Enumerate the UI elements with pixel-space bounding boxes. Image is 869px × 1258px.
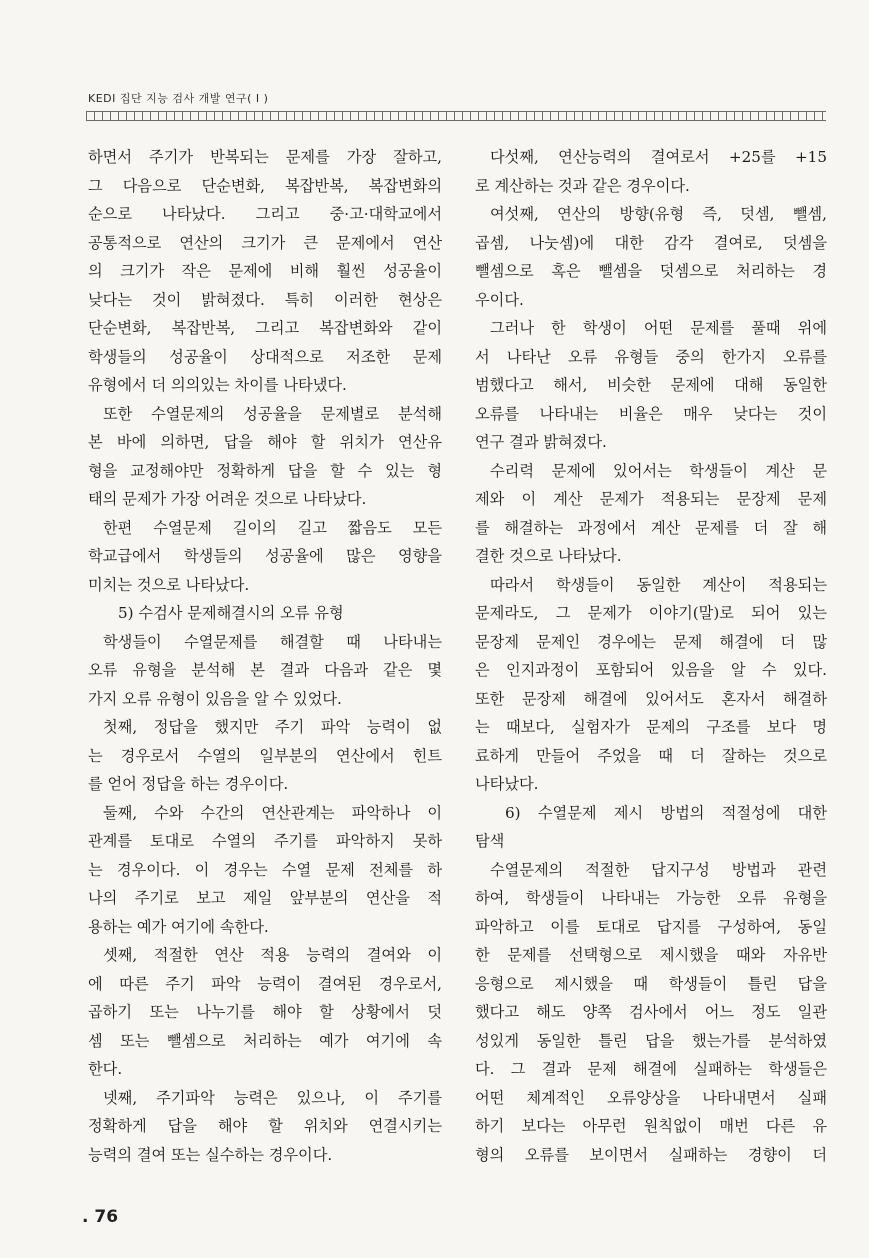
text-line: 단순변화, 복잡반복, 그리고 복잡변화와 같이	[88, 319, 442, 337]
text-line: 하면서 주기가 반복되는 문제를 가장 잘하고,	[88, 148, 442, 166]
text-line: 문제라도, 그 문제가 이야기(말)로 되어 있는	[475, 604, 827, 622]
text-line: 정확하게 답을 해야 할 위치와 연결시키는	[88, 1117, 442, 1135]
text-line: 다섯째, 연산능력의 결여로서 +25를 +15	[490, 148, 827, 166]
text-line: 5) 수검사 문제해결시의 오류 유형	[118, 604, 344, 622]
text-line: 낮다는 것이 밝혀졌다. 특히 이러한 현상은	[88, 290, 442, 309]
text-line: 용하는 예가 여기에 속한다.	[88, 917, 269, 936]
text-line: 형의 오류를 보이면서 실패하는 경향이 더	[475, 1145, 827, 1164]
text-line: 성있게 동일한 틀린 답을 했는가를 분석하였	[475, 1031, 827, 1050]
text-line: 우이다.	[475, 290, 524, 309]
text-line: 의 크기가 작은 문제에 비해 훨씬 성공율이	[88, 262, 442, 280]
text-line: 여섯째, 연산의 방향(유형 즉, 덧셈, 뺄셈,	[490, 205, 827, 223]
page-dot: .	[82, 1207, 95, 1227]
text-line: 수리력 문제에 있어서는 학생들이 계산 문	[490, 461, 827, 480]
text-line: 응형으로 제시했을 때 학생들이 틀린 답을	[475, 974, 827, 993]
text-line: 범했다고 해서, 비슷한 문제에 대해 동일한	[475, 376, 827, 394]
text-line: 셈 또는 뺄셈으로 처리하는 예가 여기에 속	[88, 1031, 442, 1050]
text-line: 에 따른 주기 파악 능력이 결여된 경우로서,	[88, 974, 442, 993]
text-line: 형을 교정해야만 정확하게 답을 할 수 있는 형	[88, 461, 442, 480]
text-line: 나타났다.	[475, 775, 539, 793]
text-line: 하여, 학생들이 나타내는 가능한 오류 유형을	[475, 889, 827, 907]
text-line: 는 경우이다. 이 경우는 수열 문제 전체를 하	[88, 860, 442, 879]
text-line: 관계를 토대로 수열의 주기를 파악하지 못하	[88, 832, 442, 850]
text-line: 곱셈, 나눗셈)에 대한 감각 결여로, 덧셈을	[475, 233, 827, 252]
text-line: 첫째, 정답을 했지만 주기 파악 능력이 없	[103, 718, 442, 736]
text-line: 순으로 나타났다. 그리고 중·고·대학교에서	[88, 205, 442, 223]
text-line: 어떤 체계적인 오류양상을 나타내면서 실패	[475, 1088, 827, 1107]
page-number: . 76	[82, 1207, 119, 1227]
text-line: 료하게 만들어 주었을 때 더 잘하는 것으로	[475, 746, 827, 765]
text-line: 따라서 학생들이 동일한 계산이 적용되는	[490, 575, 827, 594]
text-line: 학생들의 성공율이 상대적으로 저조한 문제	[88, 347, 442, 366]
text-line: 그러나 한 학생이 어떤 문제를 풀때 위에	[490, 319, 827, 337]
running-header: KEDI 집단 지능 검사 개발 연구( I )	[88, 92, 269, 105]
text-line: 6) 수열문제 제시 방법의 적절성에 대한	[505, 803, 827, 822]
left-text-column	[88, 143, 442, 1169]
text-line: 수열문제의 적절한 답지구성 방법과 관련	[490, 860, 827, 879]
right-text-column	[475, 143, 827, 1169]
text-line: 결한 것으로 나타났다.	[475, 547, 622, 565]
text-line: 하기 보다는 아무런 원칙없이 매번 다른 유	[475, 1117, 827, 1135]
text-line: 뺄셈으로 혹은 뺄셈을 덧셈으로 처리하는 경	[475, 262, 827, 280]
text-line: 곱하기 또는 나누기를 해야 할 상황에서 덧	[88, 1003, 442, 1021]
text-line: 또한 수열문제의 성공율을 문제별로 분석해	[103, 404, 442, 423]
text-line: 연구 결과 밝혀졌다.	[475, 433, 607, 451]
text-line: 를 얻어 정답을 하는 경우이다.	[88, 775, 289, 793]
text-line: 했다고 해도 양쪽 검사에서 어느 정도 일관	[475, 1003, 827, 1021]
text-line: 오류를 나타내는 비율은 매우 낮다는 것이	[475, 404, 827, 423]
text-line: 둘째, 수와 수간의 연산관계는 파악하나 이	[103, 803, 442, 822]
text-line: 는 경우로서 수열의 일부분의 연산에서 힌트	[88, 746, 442, 765]
text-line: 파악하고 이를 토대로 답지를 구성하여, 동일	[475, 917, 827, 936]
text-line: 그 다음으로 단순변화, 복잡반복, 복잡변화의	[88, 176, 442, 195]
text-line: 미치는 것으로 나타났다.	[88, 575, 250, 594]
text-line: 은 인지과정이 포함되어 있음을 알 수 있다.	[475, 661, 827, 679]
text-line: 로 계산하는 것과 같은 경우이다.	[475, 176, 690, 195]
text-line: 셋째, 적절한 연산 적용 능력의 결여와 이	[103, 946, 442, 964]
text-line: 제와 이 계산 문제가 적용되는 문장제 문제	[475, 490, 827, 508]
text-line: 본 바에 의하면, 답을 해야 할 위치가 연산유	[88, 433, 442, 451]
text-line: 는 때보다, 실험자가 문제의 구조를 보다 명	[475, 718, 827, 736]
text-line: 한다.	[88, 1060, 123, 1078]
text-line: 넷째, 주기파악 능력은 있으나, 이 주기를	[103, 1088, 442, 1107]
text-line: 오류 유형을 분석해 본 결과 다음과 같은 몇	[88, 661, 442, 679]
text-line: 가지 오류 유형이 있음을 알 수 있었다.	[88, 689, 342, 708]
text-line: 다. 그 결과 문제 해결에 실패하는 학생들은	[475, 1060, 827, 1078]
text-line: 탐색	[475, 832, 505, 850]
text-line: 태의 문제가 가장 어려운 것으로 나타났다.	[88, 490, 367, 508]
text-line: 유형에서 더 의의있는 차이를 나타냈다.	[88, 376, 347, 394]
text-line: 학교급에서 학생들의 성공율에 많은 영향을	[88, 547, 442, 565]
text-line: 나의 주기로 보고 제일 앞부분의 연산을 적	[88, 889, 442, 907]
header-rule	[86, 110, 826, 122]
text-line: 서 나타난 오류 유형들 중의 한가지 오류를	[475, 347, 827, 366]
text-line: 한 문제를 선택형으로 제시했을 때와 자유반	[475, 946, 827, 964]
text-line: 능력의 결여 또는 실수하는 경우이다.	[88, 1145, 333, 1164]
text-line: 학생들이 수열문제를 해결할 때 나타내는	[103, 632, 442, 651]
text-line: 공통적으로 연산의 크기가 큰 문제에서 연산	[88, 233, 442, 252]
text-line: 문장제 문제인 경우에는 문제 해결에 더 많	[475, 632, 827, 651]
text-line: 를 해결하는 과정에서 계산 문제를 더 잘 해	[475, 518, 827, 537]
text-line: 또한 문장제 해결에 있어서도 혼자서 해결하	[475, 689, 827, 708]
text-line: 한편 수열문제 길이의 길고 짧음도 모든	[103, 518, 442, 537]
